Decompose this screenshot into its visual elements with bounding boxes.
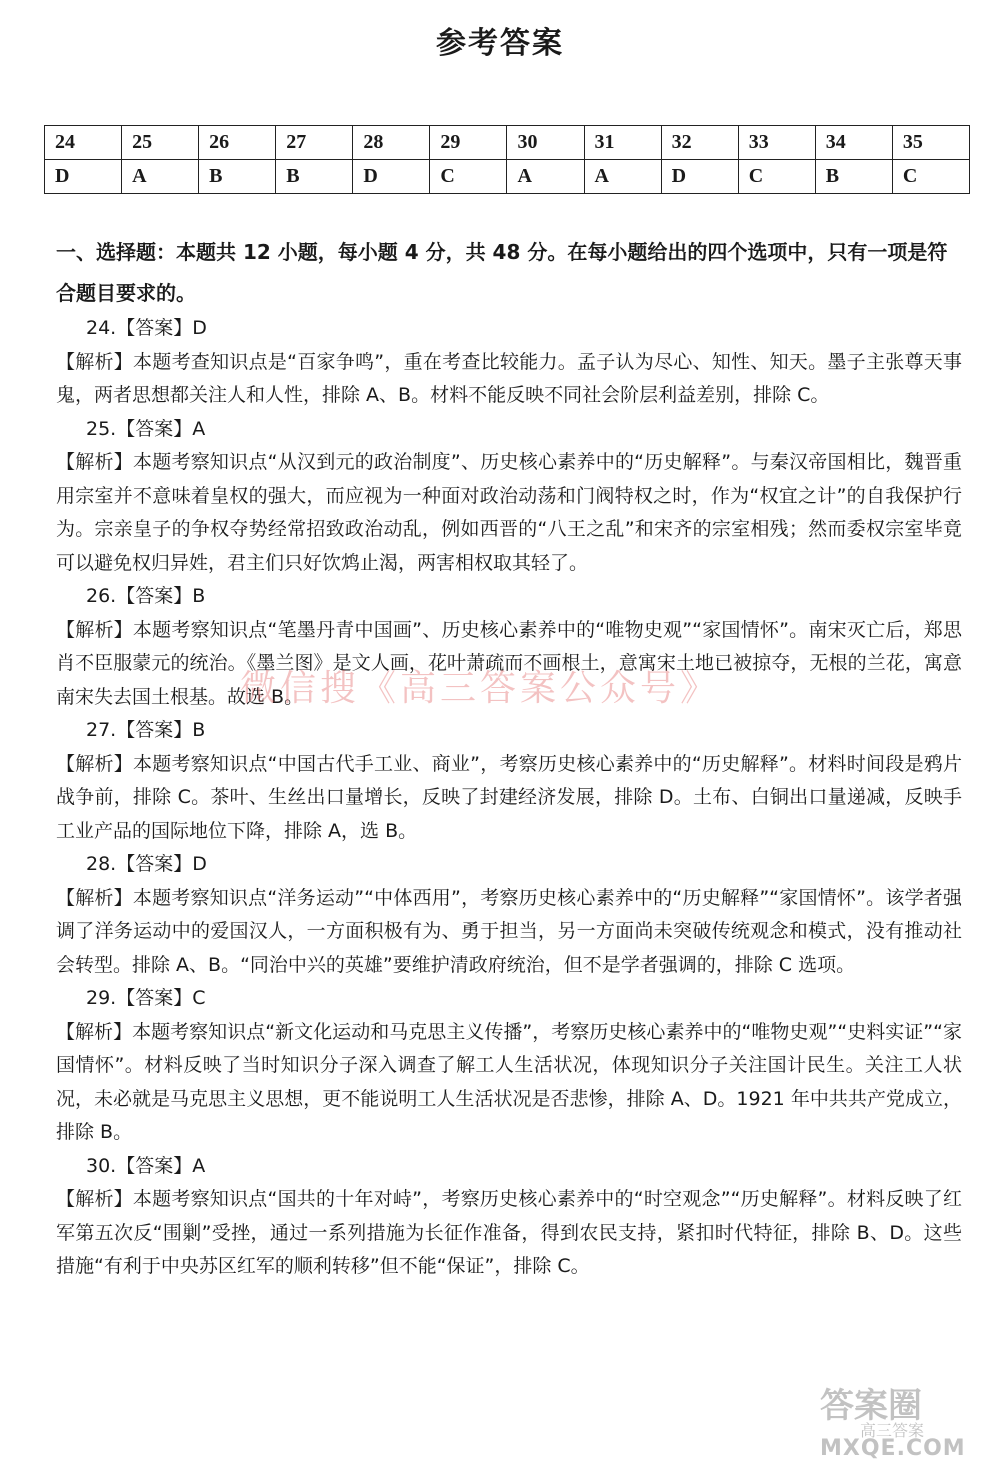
answer-table [44,125,970,194]
answer-letter: D [45,160,122,194]
answer-item [56,580,962,714]
question-number: 25 [122,126,199,160]
answer-explanation: 【解析】本题考查知识点是“百家争鸣”，重在考查比较能力。孟子认为尽心、知性、知天。墨子主张尊天事鬼，两者思想都关注人和人性，排除 A、B。材料不能反映不同社会阶层利益差别，排除 C。 [56,350,962,406]
answer-label: 26.【答案】B [86,585,206,607]
question-number: 31 [584,126,661,160]
question-number: 28 [353,126,430,160]
answer-label: 28.【答案】D [86,853,207,875]
stamp-line-3: MXQE.COM [820,1436,966,1461]
answer-letter: A [122,160,199,194]
answer-label: 27.【答案】B [86,719,206,741]
section-heading: 一、选择题：本题共 12 小题，每小题 4 分，共 48 分。在每小题给出的四个选项中，只有一项是符合题目要求的。 [56,240,948,305]
answer-letter: B [276,160,353,194]
page-title: 参考答案 [436,26,564,61]
answer-table-answers-row [45,160,970,194]
answer-explanation: 【解析】本题考察知识点“从汉到元的政治制度”、历史核心素养中的“历史解释”。与秦汉帝国相比，魏晋重用宗室并不意味着皇权的强大，而应视为一种面对政治动荡和门阀特权之时，作为“权宜之计”的自我保护行为。宗亲皇子的争权夺势经常招致政治动乱，例如西晋的“八王之乱”和宋齐的宗室相残；然而委权宗室毕竟可以避免权归异姓，君主们只好饮鸩止渴，两害相权取其轻了。 [56,451,962,574]
answer-item [56,413,962,581]
question-number: 35 [892,126,969,160]
answer-item [56,312,962,413]
answer-label: 29.【答案】C [86,987,206,1009]
corner-stamp-logo [820,1378,990,1461]
stamp-line-1: 答案圈 [820,1386,922,1426]
answer-letter: C [430,160,507,194]
answer-label: 24.【答案】D [86,317,207,339]
answer-explanation: 【解析】本题考察知识点“洋务运动”“中体西用”，考察历史核心素养中的“历史解释”“家国情怀”。该学者强调了洋务运动中的爱国汉人，一方面积极有为、勇于担当，另一方面尚未突破传统观念和模式，没有推动社会转型。排除 A、B。“同治中兴的英雄”要维护清政府统治，但不是学者强调的，排除 C 选项。 [56,886,962,976]
stamp-line-2: 高三答案 [860,1421,925,1440]
answer-label: 25.【答案】A [86,417,206,440]
answer-letter: C [892,160,969,194]
question-number: 24 [45,126,122,160]
question-number: 33 [738,126,815,160]
answer-letter: D [353,160,430,194]
answer-letter: C [738,160,815,194]
question-number: 30 [507,126,584,160]
answer-explanation: 【解析】本题考察知识点“笔墨丹青中国画”、历史核心素养中的“唯物史观”“家国情怀”。南宋灭亡后，郑思肖不臣服蒙元的统治。《墨兰图》是文人画，花叶萧疏而不画根土，意寓宋土地已被掠夺，无根的兰花，寓意南宋失去国土根基。故选 B。 [56,618,962,708]
answer-explanation: 【解析】本题考察知识点“国共的十年对峙”，考察历史核心素养中的“时空观念”“历史解释”。材料反映了红军第五次反“围剿”受挫，通过一系列措施为长征作准备，得到农民支持，紧扣时代特征，排除 B、D。这些措施“有利于中央苏区红军的顺利转移”但不能“保证”，排除 C。 [56,1188,962,1277]
answer-item [56,848,962,982]
question-number: 29 [430,126,507,160]
answer-label: 30.【答案】A [86,1154,206,1177]
answer-letter: B [815,160,892,194]
answer-explanation: 【解析】本题考察知识点“中国古代手工业、商业”，考察历史核心素养中的“历史解释”。材料时间段是鸦片战争前，排除 C。茶叶、生丝出口量增长，反映了封建经济发展，排除 D。土布、白铜出口量递减，反映手工业产品的国际地位下降，排除 A，选 B。 [56,752,962,842]
question-number: 34 [815,126,892,160]
answer-table-numbers-row [45,126,970,160]
answer-letter: A [584,160,661,194]
answer-explanations [56,312,962,1284]
question-number: 32 [661,126,738,160]
answer-letter: D [661,160,738,194]
question-number: 26 [199,126,276,160]
answer-item [56,714,962,848]
answer-letter: B [199,160,276,194]
watermark-text: 微信搜《高三答案公众号》 [240,668,721,709]
answer-explanation: 【解析】本题考察知识点“新文化运动和马克思主义传播”，考察历史核心素养中的“唯物史观”“史料实证”“家国情怀”。材料反映了当时知识分子深入调查了解工人生活状况，体现知识分子关注国计民生。关注工人状况，未必就是马克思主义思想，更不能说明工人生活状况是否悲惨，排除 A、D。1921 年中共共产党成立，排除 B。 [56,1020,962,1143]
answer-item [56,1150,962,1284]
answer-item [56,982,962,1150]
answer-letter: A [507,160,584,194]
question-number: 27 [276,126,353,160]
